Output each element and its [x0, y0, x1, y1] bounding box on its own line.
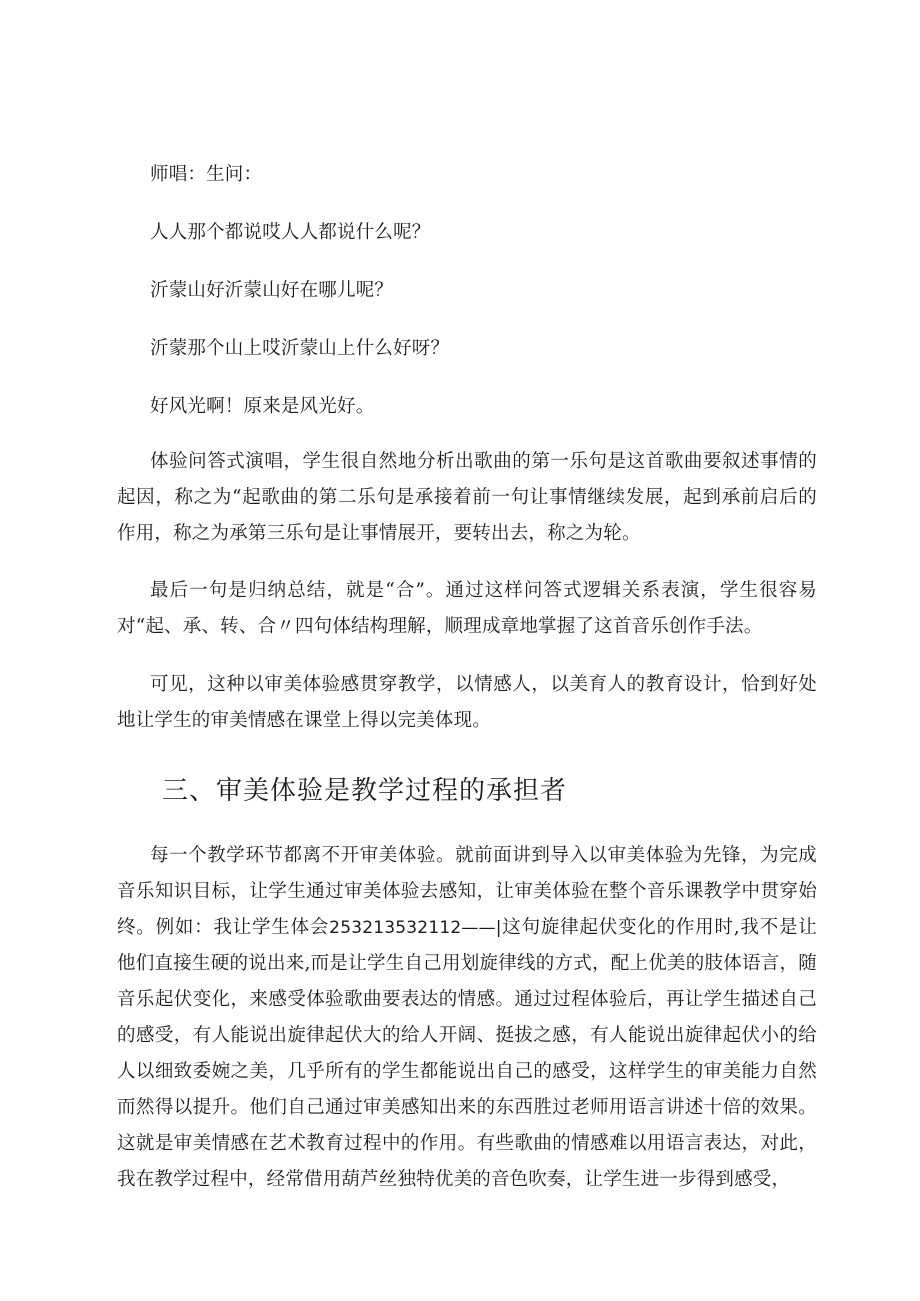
lyric-line-1: 师唱：生问： — [150, 164, 263, 185]
paragraph-section-body-start: 每一个教学环节都离不开审美体验。就前面讲到导入以审美体验为先锋，为完成音乐知识目标，让学生通过审美体验去感知，让审美体验在整个音乐课教学中贯穿始终。例如：我让学生体会 — [117, 845, 817, 938]
paragraph-conclusion: 可见，这种以审美体验感贯穿教学，以情感人，以美育人的教育设计，恰到好处地让学生的审美情感在课堂上得以完美体现。 — [117, 674, 817, 731]
lyric-line-2: 人人那个都说哎人人都说什么呢？ — [150, 222, 431, 243]
paragraph-section-body-rest: 这句旋律起伏变化的作用时,我不是让他们直接生硬的说出来,而是让学生自己用划旋律线的方式，配上优美的肢体语言，随音乐起伏变化，来感受体验歌曲要表达的情感。通过过程体验后，再让学生描述自己的感受，有人能说出旋律起伏大的给人开阔、挺拔之感，有人能说出旋律起伏小的给人以细致委婉之美，几乎所有的学生都能说出自己的感受，这样学生的审美能力自然而然得以提升。他们自己通过审美感知出来的东西胜过老师用语言讲述十倍的效果。这就是审美情感在艺术教育过程中的作用。有些歌曲的情感难以用语言表达，对此，我在教学过程中，经常借用葫芦丝独特优美的音色吹奏，让学生进一步得到感受， — [117, 917, 817, 1190]
melody-notation: 253213532112——| — [329, 918, 502, 938]
paragraph-section-body — [117, 838, 817, 1198]
lyric-line-4: 沂蒙那个山上哎沂蒙山上什么好呀？ — [150, 338, 450, 359]
lyric-line-5: 好风光啊！原来是风光好。 — [150, 396, 375, 417]
paragraph-analysis: 体验问答式演唱，学生很自然地分析出歌曲的第一乐句是这首歌曲要叙述事情的起因，称之为“起歌曲的第二乐句是承接着前一句让事情继续发展，起到承前启后的作用，称之为承第三乐句是让事情展开，要转出去，称之为轮。 — [117, 451, 817, 544]
paragraph-summary: 最后一句是归纳总结，就是“合”。通过这样问答式逻辑关系表演，学生很容易对“起、承、转、合〃四句体结构理解，顺理成章地掌握了这首音乐创作手法。 — [117, 580, 817, 637]
lyric-line-3: 沂蒙山好沂蒙山好在哪儿呢？ — [150, 280, 394, 301]
section-heading: 三、审美体验是教学过程的承担者 — [162, 776, 568, 806]
